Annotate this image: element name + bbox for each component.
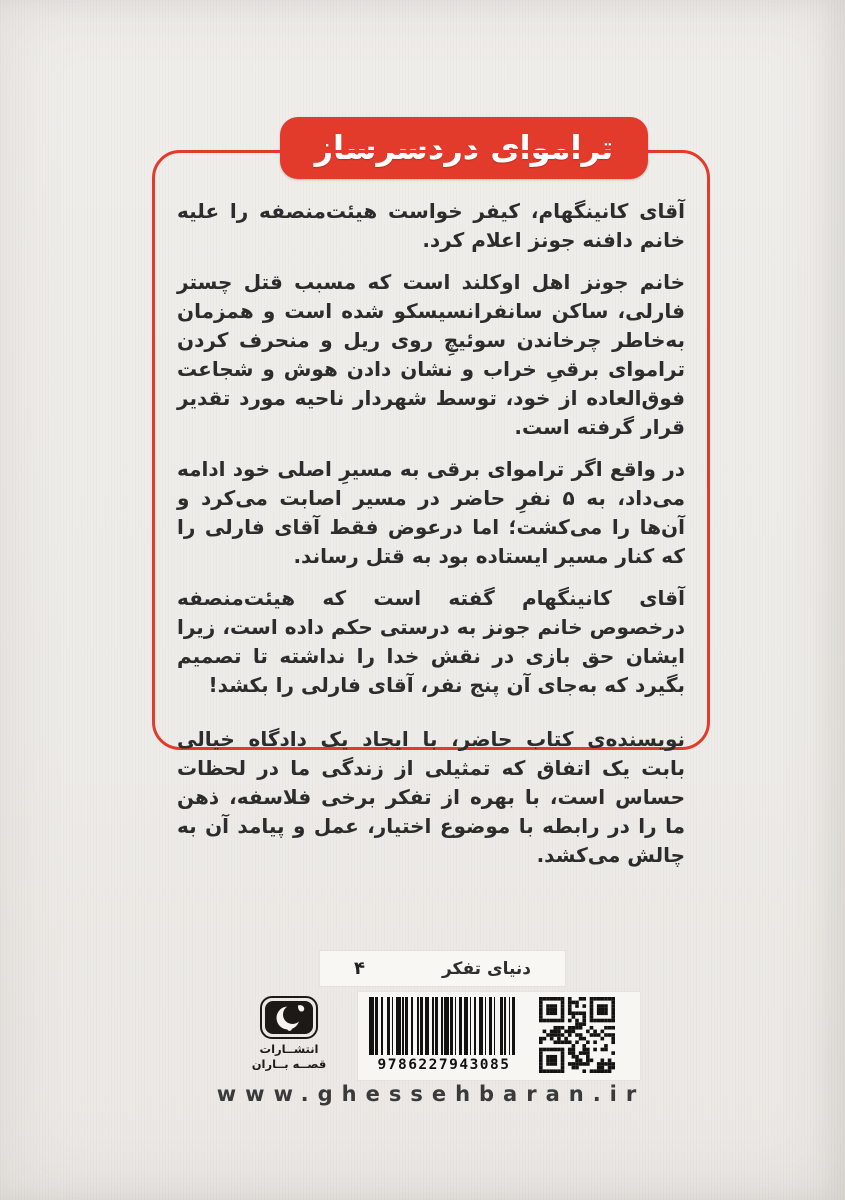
- synopsis-paragraph: آقای کانینگهام گفته است که هیئت‌منصفه درخصوص خانم جونز به درستی حکم داده است، زیرا ایشان حق بازی در نقش خدا را نداشته تا تصمیم بگیرد که به‌جای آن پنج نفر، آقای فارلی را بکشد!: [177, 586, 685, 697]
- ghesseh-baran-logo-icon: [260, 996, 318, 1039]
- series-strip: [320, 951, 565, 986]
- barcode-bars: [369, 997, 519, 1055]
- series-label: دنیای تفکر: [441, 958, 531, 979]
- publisher-line1: انتشــارات: [259, 1042, 319, 1056]
- qr-code: [538, 997, 616, 1073]
- publisher-block: [243, 996, 335, 1072]
- book-title: تراموای دردسرساز: [314, 128, 614, 168]
- publisher-name: [243, 1042, 335, 1072]
- series-number: ۴: [354, 958, 365, 979]
- synopsis-paragraph: در واقع اگر تراموای برقی به مسیرِ اصلی خود ادامه می‌داد، به ۵ نفرِ حاضر در مسیر اصابت می‌کرد و آن‌ها را می‌کشت؛ اما درعوض فقط آقای فارلی را که کنار مسیر ایستاده بود به قتل رساند.: [177, 457, 685, 568]
- synopsis-paragraph: خانم جونز اهل اوکلند است که مسبب قتل چستر فارلی، ساکن سانفرانسیسکو شده است و همزمان به‌خاطر چرخاندن سوئیچِ روی ریل و منحرف کردن تراموای برقیِ خراب و نشان دادن هوش و شجاعت فوق‌العاده از خود، توسط شهردار ناحیه مورد تقدیر قرار گرفته است.: [177, 270, 685, 439]
- synopsis-paragraph: آقای کانینگهام، کیفر خواست هیئت‌منصفه را علیه خانم دافنه جونز اعلام کرد.: [177, 199, 685, 252]
- barcode: [366, 997, 522, 1077]
- publisher-line2: قصــه بــاران: [251, 1057, 327, 1071]
- synopsis-frame: [152, 150, 710, 867]
- isbn-number: 9786227943085: [377, 1057, 511, 1073]
- synopsis-paragraph: نویسنده‌ی کتاب حاضر، با ایجاد یک دادگاه خیالی بابت یک اتفاق که تمثیلی از زندگی ما در لحظات حساس است، با بهره از تفکر برخی فلاسفه، ذهن ما را در رابطه با موضوع اختیار، عمل و پیامد آن به چالش می‌کشد.: [177, 727, 685, 867]
- publisher-website: www.ghessehbaran.ir: [216, 1082, 646, 1106]
